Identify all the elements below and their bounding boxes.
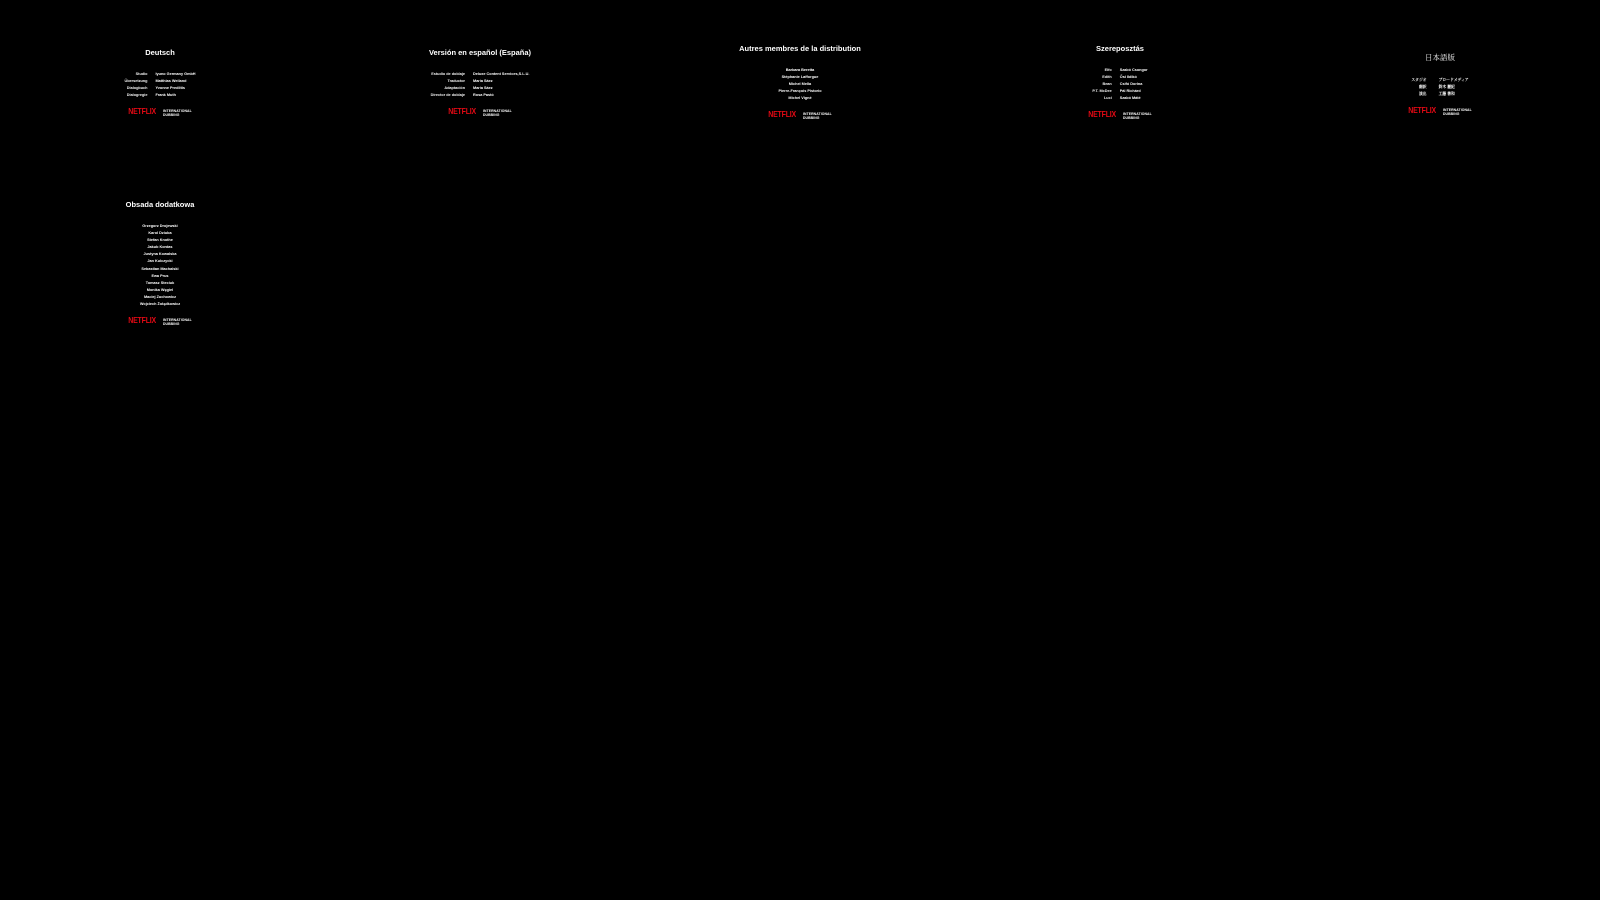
dubbing-text: DUBBING bbox=[1123, 115, 1140, 120]
credit-name: Szabó Máté bbox=[1119, 96, 1141, 101]
credit-name: Stefan Knothe bbox=[147, 238, 173, 243]
credit-role: Adaptación bbox=[444, 86, 466, 91]
credit-name: Monika Węgiel bbox=[146, 287, 174, 292]
credit-name: Deluxe Content Services,S.L.U. bbox=[473, 72, 530, 76]
credit-role: Bean bbox=[1102, 82, 1112, 87]
international-dubbing-label bbox=[1123, 112, 1152, 120]
credit-role: Dialogregie bbox=[126, 93, 148, 98]
credit-name: Karol Dziuba bbox=[148, 231, 172, 236]
credit-name: Barbara Beretta bbox=[785, 68, 815, 72]
card-title: Deutsch bbox=[145, 48, 175, 57]
credit-name: Wojciech Żołądkowicz bbox=[139, 302, 181, 307]
credit-role: スタジオ bbox=[1411, 78, 1427, 82]
credit-role: Dialogbuch bbox=[126, 86, 148, 91]
credit-role: Übersetzung bbox=[124, 79, 148, 84]
credit-role: Traductor bbox=[447, 79, 466, 84]
card-title: Szereposztás bbox=[1096, 44, 1144, 53]
netflix-logo: NETFLIX bbox=[448, 108, 476, 117]
dubbing-text: DUBBING bbox=[483, 112, 500, 117]
international-text: INTERNATIONAL bbox=[1443, 107, 1472, 112]
dubbing-text: DUBBING bbox=[803, 115, 820, 120]
credit-role: Estudio de doblaje bbox=[431, 72, 466, 76]
credits-card-francais bbox=[700, 44, 900, 120]
credit-name: Yvonne Prediltis bbox=[155, 86, 185, 91]
credits-list bbox=[778, 68, 821, 102]
netflix-logo: NETFLIX bbox=[1088, 111, 1116, 120]
credit-role: 演出 bbox=[1418, 92, 1427, 97]
credits-card-deutsch bbox=[60, 48, 260, 117]
credit-name: Szabó Csongor bbox=[1119, 68, 1148, 72]
international-dubbing-label bbox=[163, 318, 192, 326]
credit-name: Matthias Weiland bbox=[155, 79, 187, 84]
credit-name: Pierre-François Pistorio bbox=[778, 89, 822, 94]
card-title: Versión en español (España) bbox=[428, 48, 532, 57]
credits-card-japanese bbox=[1340, 52, 1540, 116]
credit-name: Rosa Pastó bbox=[473, 93, 494, 98]
credit-name: Sebastian Machalski bbox=[141, 266, 179, 271]
credit-name: Tomasz Steciuk bbox=[145, 280, 175, 285]
netflix-international-dubbing-logo bbox=[448, 109, 512, 117]
netflix-logo: NETFLIX bbox=[128, 108, 156, 117]
international-dubbing-label bbox=[483, 109, 512, 117]
credit-name: Stéphanie Lafforgue bbox=[781, 75, 819, 80]
credit-name: Michel Vigné bbox=[788, 96, 812, 101]
credit-name: Pál Richárd bbox=[1119, 89, 1141, 94]
credits-card-magyar bbox=[1020, 44, 1220, 120]
credit-role: Elfo bbox=[1104, 68, 1112, 72]
credit-name: Grzegorz Drojewski bbox=[142, 224, 178, 228]
credit-name: Frank Muth bbox=[155, 93, 176, 98]
credits-card-polski bbox=[60, 200, 260, 326]
international-text: INTERNATIONAL bbox=[1123, 111, 1152, 116]
credits-list bbox=[124, 72, 195, 99]
credit-name: 工藤 善和 bbox=[1438, 92, 1455, 97]
netflix-logo: NETFLIX bbox=[128, 317, 156, 326]
credit-role: Luci bbox=[1103, 96, 1112, 101]
credit-name: 鈴木 麗紀 bbox=[1438, 85, 1455, 90]
credit-role: Edith bbox=[1102, 75, 1112, 80]
credits-card-espanol bbox=[380, 48, 580, 117]
international-text: INTERNATIONAL bbox=[163, 108, 192, 113]
netflix-international-dubbing-logo bbox=[768, 112, 832, 120]
netflix-international-dubbing-logo bbox=[128, 109, 192, 117]
credit-role: Studio bbox=[135, 72, 148, 76]
credit-name: Ewa Prus bbox=[151, 273, 169, 278]
international-dubbing-label bbox=[163, 109, 192, 117]
netflix-logo: NETFLIX bbox=[768, 111, 796, 120]
dubbing-text: DUBBING bbox=[163, 321, 180, 326]
dubbing-text: DUBBING bbox=[1443, 111, 1460, 116]
credit-role: P.T. McDee bbox=[1092, 89, 1112, 94]
credit-name: Ősi Ildikó bbox=[1119, 75, 1137, 80]
dubbing-text: DUBBING bbox=[163, 112, 180, 117]
credits-list bbox=[1411, 78, 1468, 98]
credit-role: 翻訳 bbox=[1418, 85, 1427, 90]
netflix-international-dubbing-logo bbox=[1408, 108, 1472, 116]
card-title: 日本語版 bbox=[1425, 53, 1455, 62]
credit-name: Justyna Kowalska bbox=[143, 252, 177, 257]
international-text: INTERNATIONAL bbox=[803, 111, 832, 116]
card-title: Autres membres de la distribution bbox=[739, 44, 861, 53]
credit-name: María Sáez bbox=[473, 79, 493, 84]
netflix-logo: NETFLIX bbox=[1408, 107, 1436, 116]
credit-name: Jakub Kordas bbox=[147, 245, 173, 250]
card-title: Obsada dodatkowa bbox=[125, 200, 195, 209]
international-text: INTERNATIONAL bbox=[483, 108, 512, 113]
international-dubbing-label bbox=[803, 112, 832, 120]
credit-role: Director de doblaje bbox=[430, 93, 466, 98]
credits-list bbox=[431, 72, 530, 99]
netflix-international-dubbing-logo bbox=[1088, 112, 1152, 120]
credit-name: Iyuno Germany GmbH bbox=[155, 72, 196, 76]
credit-name: ブロードメディア bbox=[1438, 78, 1469, 82]
credit-name: Michel Mella bbox=[788, 82, 812, 87]
credits-list bbox=[1092, 68, 1147, 102]
credits-list bbox=[140, 224, 180, 308]
credit-name: Jan Kulczycki bbox=[147, 259, 173, 264]
credit-name: Maciej Zuchowicz bbox=[143, 294, 177, 299]
international-text: INTERNATIONAL bbox=[163, 317, 192, 322]
international-dubbing-label bbox=[1443, 108, 1472, 116]
credit-name: María Sáez bbox=[473, 86, 493, 91]
credit-name: Csifó Dorina bbox=[1119, 82, 1143, 87]
netflix-international-dubbing-logo bbox=[128, 318, 192, 326]
